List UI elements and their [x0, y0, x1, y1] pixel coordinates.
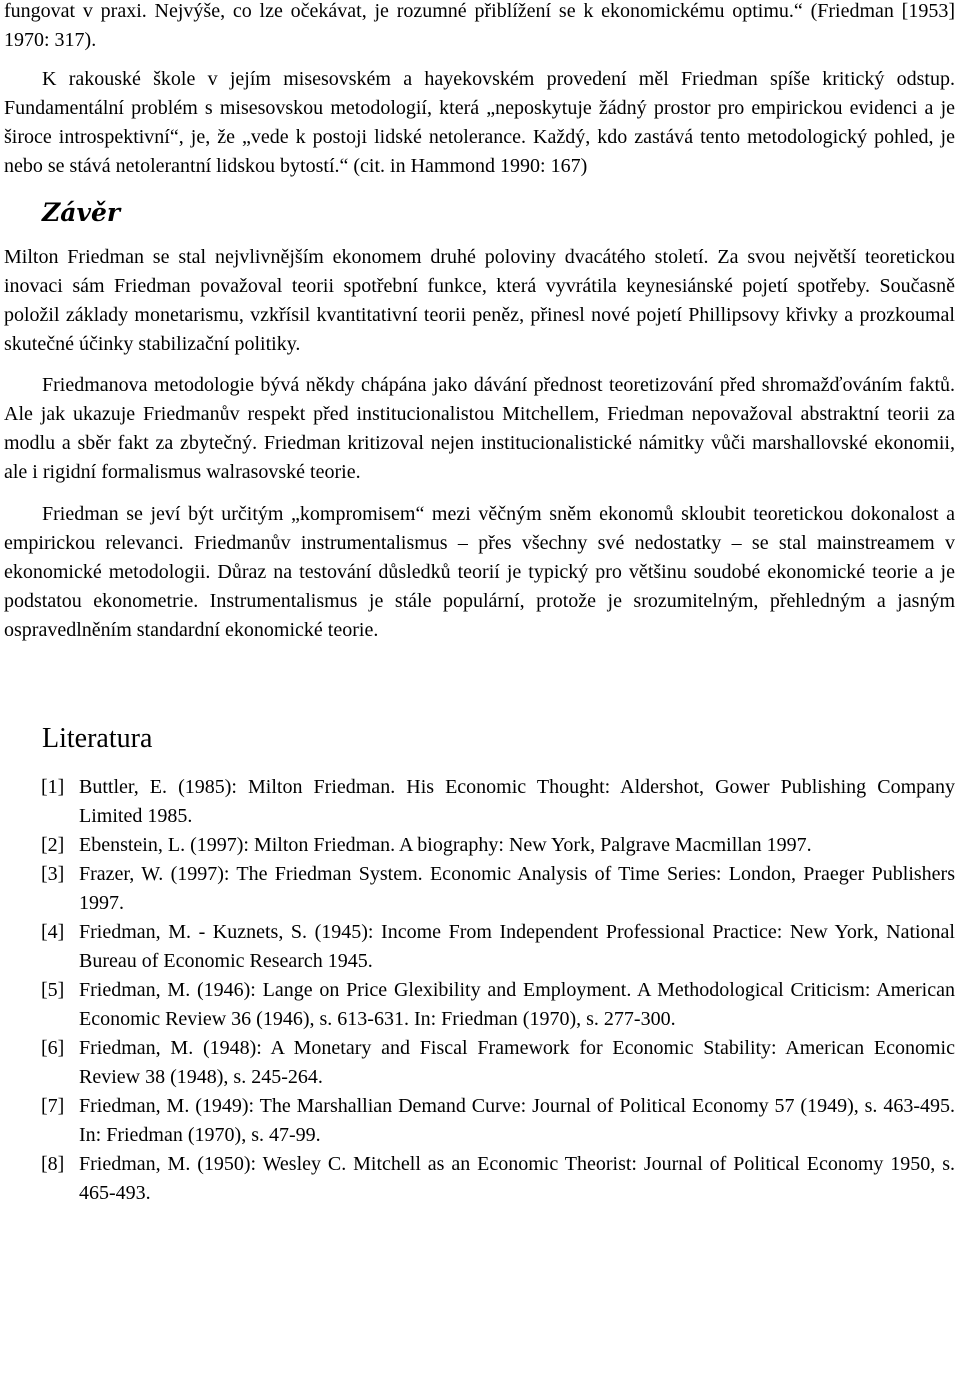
reference-text: Friedman, M. - Kuznets, S. (1945): Income From Independent Professional Practice: New York, National Bureau of Economic Research 1945.: [79, 921, 955, 972]
literature-section: [4, 722, 955, 1208]
reference-text: Ebenstein, L. (1997): Milton Friedman. A biography: New York, Palgrave Macmillan 1997.: [79, 834, 812, 856]
conclusion-section: [4, 196, 955, 645]
reference-item: [4, 1034, 955, 1092]
reference-item: [4, 976, 955, 1034]
reference-number: [2]: [41, 834, 65, 856]
reference-list: [4, 773, 955, 1208]
conclusion-heading: Závěr: [42, 198, 121, 227]
body-paragraph-austrian-school: K rakouské škole v jejím misesovském a hayekovském provedení měl Friedman spíše kritický odstup. Fundamentální problém s misesovskou metodologií, která „neposkytuje žádný prostor pro empirickou evidenci a je široce introspektivní“, je, že „vede k postoji lidské netolerance. Každý, kdo zastává tento metodologický pohled, je nebo se stává netolerantní lidskou bytostí.“ (cit. in Hammond 1990: 167): [4, 68, 955, 177]
reference-number: [3]: [41, 863, 65, 885]
reference-item: [4, 1092, 955, 1150]
reference-item: [4, 773, 955, 831]
reference-text: Friedman, M. (1950): Wesley C. Mitchell as an Economic Theorist: Journal of Political Economy 1950, s. 465-493.: [79, 1153, 955, 1204]
conclusion-paragraph-1: Milton Friedman se stal nejvlivnějším ekonomem druhé poloviny dvacátého století. Za svou největší teoretickou inovaci sám Friedman považoval teorii spotřební funkce, která vyvrátila keynesiánské pojetí spotřeby. Současně položil základy monetarismu, vzkřísil kvantitativní teorii peněz, přinesl nové pojetí Phillipsovy křivky a prozkoumal skutečné účinky stabilizační politiky.: [4, 246, 955, 355]
reference-number: [7]: [41, 1095, 65, 1117]
reference-number: [4]: [41, 921, 65, 943]
reference-text: Friedman, M. (1946): Lange on Price Glexibility and Employment. A Methodological Criticism: American Economic Review 36 (1946), s. 613-631. In: Friedman (1970), s. 277-300.: [79, 979, 955, 1030]
reference-number: [1]: [41, 776, 65, 798]
reference-text: Buttler, E. (1985): Milton Friedman. His Economic Thought: Aldershot, Gower Publishing Company Limited 1985.: [79, 776, 955, 827]
reference-number: [6]: [41, 1037, 65, 1059]
reference-item: [4, 918, 955, 976]
reference-number: [8]: [41, 1153, 65, 1175]
body-paragraph-continuation: fungovat v praxi. Nejvýše, co lze očekávat, je rozumné přiblížení se k ekonomickému optimu.“ (Friedman [1953] 1970: 317).: [4, 0, 955, 51]
conclusion-paragraph-2: Friedmanova metodologie bývá někdy chápána jako dávání přednost teoretizování před shromažďováním faktů. Ale jak ukazuje Friedmanův respekt před institucionalistou Mitchellem, Friedman nepovažoval abstraktní teorii za modlu a sběr fakt za zbytečný. Friedman kritizoval nejen institucionalistické námitky vůči marshallovské ekonomii, ale i rigidní formalismus walrasovské teorie.: [4, 374, 955, 483]
literature-heading: Literatura: [42, 723, 153, 754]
reference-item: [4, 831, 955, 860]
conclusion-paragraph-3: Friedman se jeví být určitým „kompromisem“ mezi věčným sněm ekonomů skloubit teoretickou dokonalost a empirickou relevanci. Friedmanův instrumentalismus – přes všechny své nedostatky – se stal mainstreamem v ekonomické metodologii. Důraz na testování důsledků teorií je typický pro většinu soudobé ekonomické teorie a je podstatou ekonometrie. Instrumentalismus je stále populární, protože je srozumitelným, přehledným a jasným ospravedlněním standardní ekonomické teorie.: [4, 503, 955, 641]
reference-text: Friedman, M. (1948): A Monetary and Fiscal Framework for Economic Stability: American Economic Review 38 (1948), s. 245-264.: [79, 1037, 955, 1088]
reference-text: Friedman, M. (1949): The Marshallian Demand Curve: Journal of Political Economy 57 (1949), s. 463-495. In: Friedman (1970), s. 47-99.: [79, 1095, 955, 1146]
reference-number: [5]: [41, 979, 65, 1001]
reference-text: Frazer, W. (1997): The Friedman System. Economic Analysis of Time Series: London, Praeger Publishers 1997.: [79, 863, 955, 914]
document-page: [4, 0, 955, 1208]
reference-item: [4, 860, 955, 918]
reference-item: [4, 1150, 955, 1208]
